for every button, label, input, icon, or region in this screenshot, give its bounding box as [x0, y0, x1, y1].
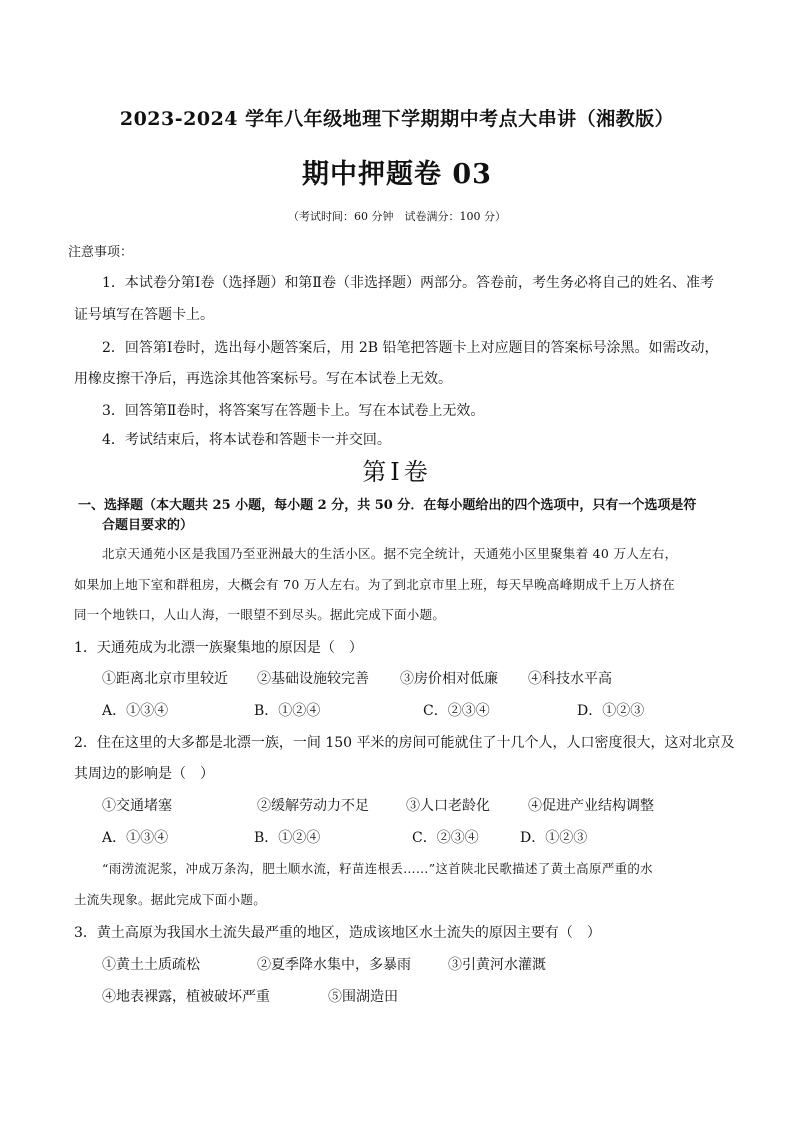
passage-line: 同一个地铁口，人山人海，一眼望不到尽头。据此完成下面小题。: [74, 607, 446, 622]
question-3-stem: 3．黄土高原为我国水土流失最严重的地区，造成该地区水土流失的原因主要有（ ）: [74, 925, 601, 941]
paper-title: 期中押题卷 03: [302, 159, 492, 190]
note-line: 4．考试结束后，将本试卷和答题卡一并交回。: [102, 432, 391, 448]
passage-line: 土流失现象。据此完成下面小题。: [74, 892, 267, 907]
q3-option: ①黄土土质疏松: [102, 957, 200, 973]
note-line: 证号填写在答题卡上。: [74, 307, 214, 323]
passage-line: 北京天通苑小区是我国乃至亚洲最大的生活小区。据不完全统计，天通苑小区里聚集着 40 万人左右，: [102, 546, 678, 561]
q1-option: ①距离北京市里较近: [102, 671, 228, 687]
note-line: 1．本试卷分第Ⅰ卷（选择题）和第Ⅱ卷（非选择题）两部分。答卷前，考生务必将自己的姓名、准考: [102, 275, 714, 291]
note-line: 3．回答第Ⅱ卷时，将答案写在答题卡上。写在本试卷上无效。: [102, 403, 485, 419]
section-heading: 一、选择题（本大题共 25 小题，每小题 2 分，共 50 分．在每小题给出的四个选项中，只有一个选项是符: [78, 498, 697, 513]
q3-option: ②夏季降水集中，多暴雨: [257, 957, 411, 973]
question-2-stem: 2．住在这里的大多都是北漂一族，一间 150 平米的房间可能就住了十几个人，人口密度很大，这对北京及: [74, 735, 735, 751]
q2-choice-a[interactable]: A．①③④: [102, 830, 169, 846]
passage-line: 如果加上地下室和群租房，大概会有 70 万人左右。为了到北京市里上班，每天早晚高峰期成千上万人挤在: [74, 577, 676, 592]
q1-choice-a[interactable]: A．①③④: [102, 703, 169, 719]
q2-choice-d[interactable]: D．①②③: [520, 830, 588, 846]
q1-choice-b[interactable]: B．①②④: [254, 703, 321, 719]
q2-choice-b[interactable]: B．①②④: [254, 830, 321, 846]
note-line: 用橡皮擦干净后，再选涂其他答案标号。写在本试卷上无效。: [74, 371, 452, 387]
note-line: 2．回答第Ⅰ卷时，选出每小题答案后，用 2B 铅笔把答题卡上对应题目的答案标号涂黑。如需改动，: [102, 340, 719, 356]
q3-option: ④地表裸露，植被破坏严重: [102, 989, 270, 1005]
question-2-stem-cont: 其周边的影响是（ ）: [74, 766, 214, 782]
q1-choice-c[interactable]: C．②③④: [423, 703, 490, 719]
q2-option: ④促进产业结构调整: [528, 798, 654, 814]
document-title: 2023-2024 学年八年级地理下学期期中考点大串讲（湘教版）: [119, 108, 675, 130]
passage-line: “雨涝流泥浆，冲成万条沟，肥土顺水流，籽苗连根丢……”这首陕北民歌描述了黄土高原严重的水: [102, 861, 653, 876]
q2-choice-c[interactable]: C．②③④: [412, 830, 479, 846]
section-heading-cont: 合题目要求的）: [102, 518, 194, 533]
q1-option: ②基础设施较完善: [257, 671, 369, 687]
q1-option: ③房价相对低廉: [400, 671, 498, 687]
q2-option: ②缓解劳动力不足: [257, 798, 369, 814]
q2-option: ①交通堵塞: [102, 798, 172, 814]
q1-option: ④科技水平高: [528, 671, 612, 687]
q1-choice-d[interactable]: D．①②③: [577, 703, 645, 719]
volume-title: 第Ⅰ卷: [362, 458, 432, 486]
q2-option: ③人口老龄化: [406, 798, 490, 814]
q3-option: ⑤围湖造田: [328, 989, 398, 1005]
q3-option: ③引黄河水灌溉: [448, 957, 546, 973]
question-1-stem: 1．天通苑成为北漂一族聚集地的原因是（ ）: [74, 640, 363, 656]
exam-info: （考试时间：60 分钟 试卷满分：100 分）: [288, 210, 506, 223]
notes-heading: 注意事项：: [68, 245, 134, 260]
